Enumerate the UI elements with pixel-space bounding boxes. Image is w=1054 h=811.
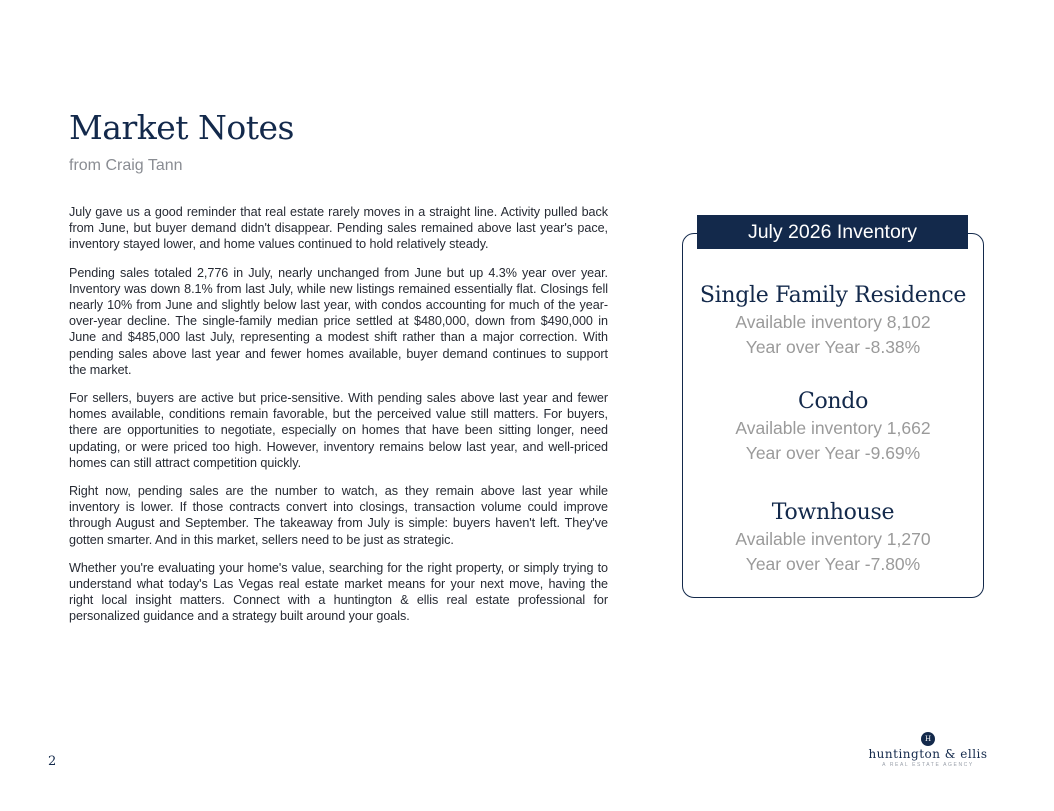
article-paragraph: Pending sales totaled 2,776 in July, nearly unchanged from June but up 4.3% year over year. Inventory was down 8.1% from last July, while new listings remained essentially flat. Closings fell nearly 10% from June and slightly below last year, with condos accounting for much of the year-over-year decline. The single-family median price settled at $480,000, down from $490,000 in June and $485,000 last July, representing a modest shift rather than a major correction. With pending sales above last year and fewer homes available, buyer demand continues to support the market. bbox=[69, 265, 608, 377]
page-number: 2 bbox=[48, 754, 57, 769]
logo-wordmark: huntington & ellis bbox=[868, 747, 988, 761]
inventory-yoy: Year over Year -8.38% bbox=[745, 337, 921, 357]
inventory-available: Available inventory 8,102 bbox=[735, 312, 931, 332]
inventory-item-name: Townhouse bbox=[771, 500, 895, 525]
author-byline: from Craig Tann bbox=[69, 157, 183, 174]
inventory-item-name: Single Family Residence bbox=[699, 283, 967, 308]
company-logo bbox=[862, 732, 994, 768]
inventory-heading: July 2026 Inventory bbox=[697, 215, 968, 249]
inventory-item-townhouse bbox=[682, 499, 984, 577]
inventory-item-single-family bbox=[682, 282, 984, 360]
inventory-yoy: Year over Year -7.80% bbox=[745, 554, 921, 574]
inventory-available: Available inventory 1,662 bbox=[735, 418, 931, 438]
article-paragraph: July gave us a good reminder that real estate rarely moves in a straight line. Activity pulled back from June, but buyer demand didn't disappear. Pending sales remained above last year's pace, inventory stayed lower, and home values continued to hold relatively steady. bbox=[69, 205, 608, 252]
inventory-item-condo bbox=[682, 388, 984, 466]
article-paragraph: For sellers, buyers are active but price-sensitive. With pending sales above last year and fewer homes available, conditions remain favorable, but the perceived value still matters. For buyers, there are opportunities to negotiate, especially on homes that have been sitting longer, need updating, or were priced too high. However, inventory remains below last year, and well-priced homes can still attract competition quickly. bbox=[69, 391, 608, 470]
inventory-yoy: Year over Year -9.69% bbox=[745, 443, 921, 463]
inventory-item-name: Condo bbox=[797, 389, 869, 414]
article-body bbox=[69, 204, 608, 637]
article-paragraph: Right now, pending sales are the number to watch, as they remain above last year while inventory is lower. If those contracts convert into closings, transaction volume could improve through August and September. The takeaway from July is simple: buyers haven't left. They've gotten smarter. And in this market, sellers need to be just as strategic. bbox=[69, 484, 608, 547]
logo-tagline: A REAL ESTATE AGENCY bbox=[882, 762, 974, 768]
article-paragraph: Whether you're evaluating your home's value, searching for the right property, or simply trying to understand what today's Las Vegas real estate market means for your next move, having the right local insight matters. Connect with a huntington & ellis real estate professional for personalized guidance and a strategy built around your goals. bbox=[69, 560, 608, 624]
logo-monogram-icon: H bbox=[921, 732, 935, 746]
inventory-available: Available inventory 1,270 bbox=[735, 529, 931, 549]
page-title: Market Notes bbox=[69, 108, 294, 147]
